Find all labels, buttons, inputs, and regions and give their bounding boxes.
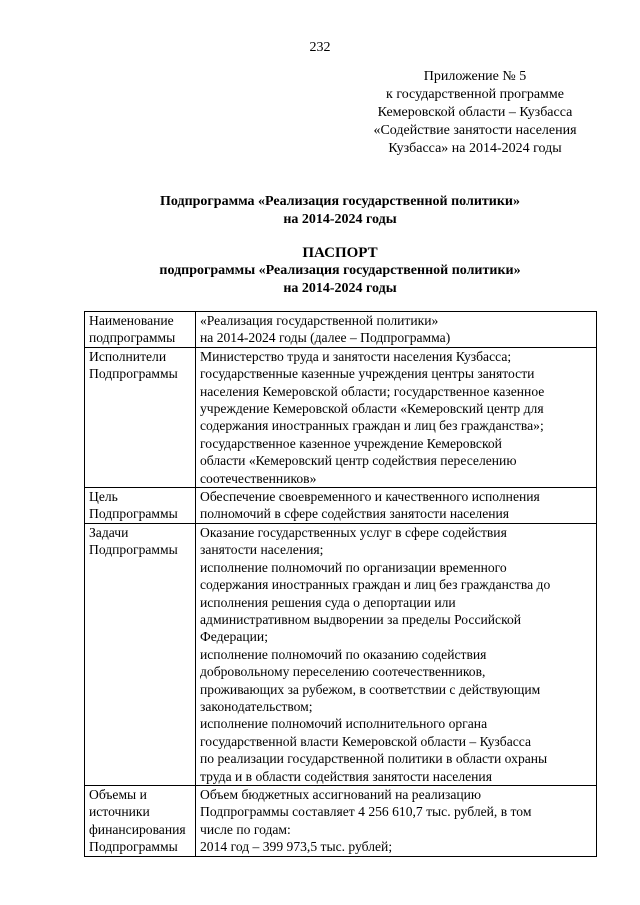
label-line: подпрограммы — [89, 330, 176, 346]
passport-title — [0, 244, 640, 298]
value-line: государственные казенные учреждения центры занятости — [200, 366, 535, 382]
value-line: исполнение полномочий по организации временного — [200, 559, 507, 575]
value-line: административном выдворении за пределы Российской — [200, 611, 522, 627]
value-line: Министерство труда и занятости населения Кузбасса; — [200, 348, 512, 364]
row-value-tasks — [196, 523, 597, 785]
page-number: 232 — [309, 40, 331, 55]
value-line: населения Кемеровской области; государственное казенное — [200, 383, 545, 399]
appendix-line: Кемеровской области – Кузбасса — [377, 105, 573, 120]
row-value-name — [196, 312, 597, 348]
row-value-funding — [196, 785, 597, 856]
value-line: Оказание государственных услуг в сфере содействия — [200, 524, 507, 540]
passport-table — [84, 311, 597, 857]
row-label-goal — [85, 488, 196, 524]
appendix-header — [355, 68, 595, 158]
table-row — [85, 785, 597, 856]
value-line: содержания иностранных граждан и лиц без гражданства»; — [200, 418, 544, 434]
passport-title-line: на 2014-2024 годы — [283, 281, 397, 296]
label-line: Объемы и — [89, 786, 147, 802]
table-row — [85, 488, 597, 524]
value-line: исполнение полномочий исполнительного органа — [200, 716, 488, 732]
label-line: Подпрограммы — [89, 506, 178, 522]
passport-heading: ПАСПОРТ — [302, 245, 378, 261]
label-line: Наименование — [89, 313, 174, 328]
value-line: законодательством; — [200, 698, 313, 714]
appendix-line: Кузбасса» на 2014-2024 годы — [388, 141, 562, 156]
value-line: Подпрограммы составляет 4 256 610,7 тыс. рублей, в том — [200, 804, 532, 820]
value-line: государственной власти Кемеровской области – Кузбасса — [200, 733, 532, 749]
label-line: финансирования — [89, 821, 186, 837]
table-row — [85, 347, 597, 487]
label-line: Подпрограммы — [89, 366, 178, 382]
row-label-tasks — [85, 523, 196, 785]
value-line: «Реализация государственной политики» — [200, 313, 439, 328]
row-label-funding — [85, 785, 196, 856]
subprogram-title — [0, 193, 640, 229]
subprogram-title-line: на 2014-2024 годы — [283, 212, 397, 227]
value-line: исполнение полномочий по оказанию содействия — [200, 646, 487, 662]
value-line: учреждение Кемеровской области «Кемеровский центр для — [200, 401, 544, 417]
label-line: Исполнители — [89, 348, 167, 364]
value-line: исполнения решения суда о депортации или — [200, 594, 456, 610]
subprogram-title-line: Подпрограмма «Реализация государственной политики» — [160, 194, 520, 209]
value-line: проживающих за рубежом, в соответствии с действующим — [200, 681, 541, 697]
value-line: занятости населения; — [200, 542, 324, 558]
value-line: содержания иностранных граждан и лиц без гражданства до — [200, 577, 551, 593]
value-line: числе по годам: — [200, 821, 291, 837]
value-line: Объем бюджетных ассигнований на реализацию — [200, 786, 482, 802]
table-row — [85, 523, 597, 785]
value-line: соотечественников» — [200, 470, 317, 486]
value-line: Обеспечение своевременного и качественного исполнения — [200, 489, 540, 505]
appendix-line: «Содействие занятости населения — [373, 123, 577, 138]
passport-title-line: подпрограммы «Реализация государственной политики» — [159, 263, 521, 278]
row-value-executors — [196, 347, 597, 487]
value-line: области «Кемеровский центр содействия переселению — [200, 453, 517, 469]
appendix-line: Приложение № 5 — [423, 69, 527, 84]
value-line: на 2014-2024 годы (далее – Подпрограмма) — [200, 330, 451, 346]
value-line: по реализации государственной политики в области охраны — [200, 751, 548, 767]
label-line: Цель — [89, 489, 118, 505]
row-value-goal — [196, 488, 597, 524]
value-line: государственное казенное учреждение Кемеровской — [200, 435, 502, 451]
value-line: добровольному переселению соотечественников, — [200, 664, 486, 680]
table-row — [85, 312, 597, 348]
value-line: Федерации; — [200, 629, 268, 645]
row-label-executors — [85, 347, 196, 487]
label-line: источники — [89, 804, 150, 820]
appendix-line: к государственной программе — [386, 87, 564, 102]
label-line: Подпрограммы — [89, 839, 178, 855]
value-line: труда и в области содействия занятости населения — [200, 768, 492, 784]
label-line: Задачи — [89, 524, 129, 540]
row-label-name — [85, 312, 196, 348]
value-line: полномочий в сфере содействия занятости населения — [200, 506, 510, 522]
label-line: Подпрограммы — [89, 542, 178, 558]
value-line: 2014 год – 399 973,5 тыс. рублей; — [200, 839, 393, 855]
